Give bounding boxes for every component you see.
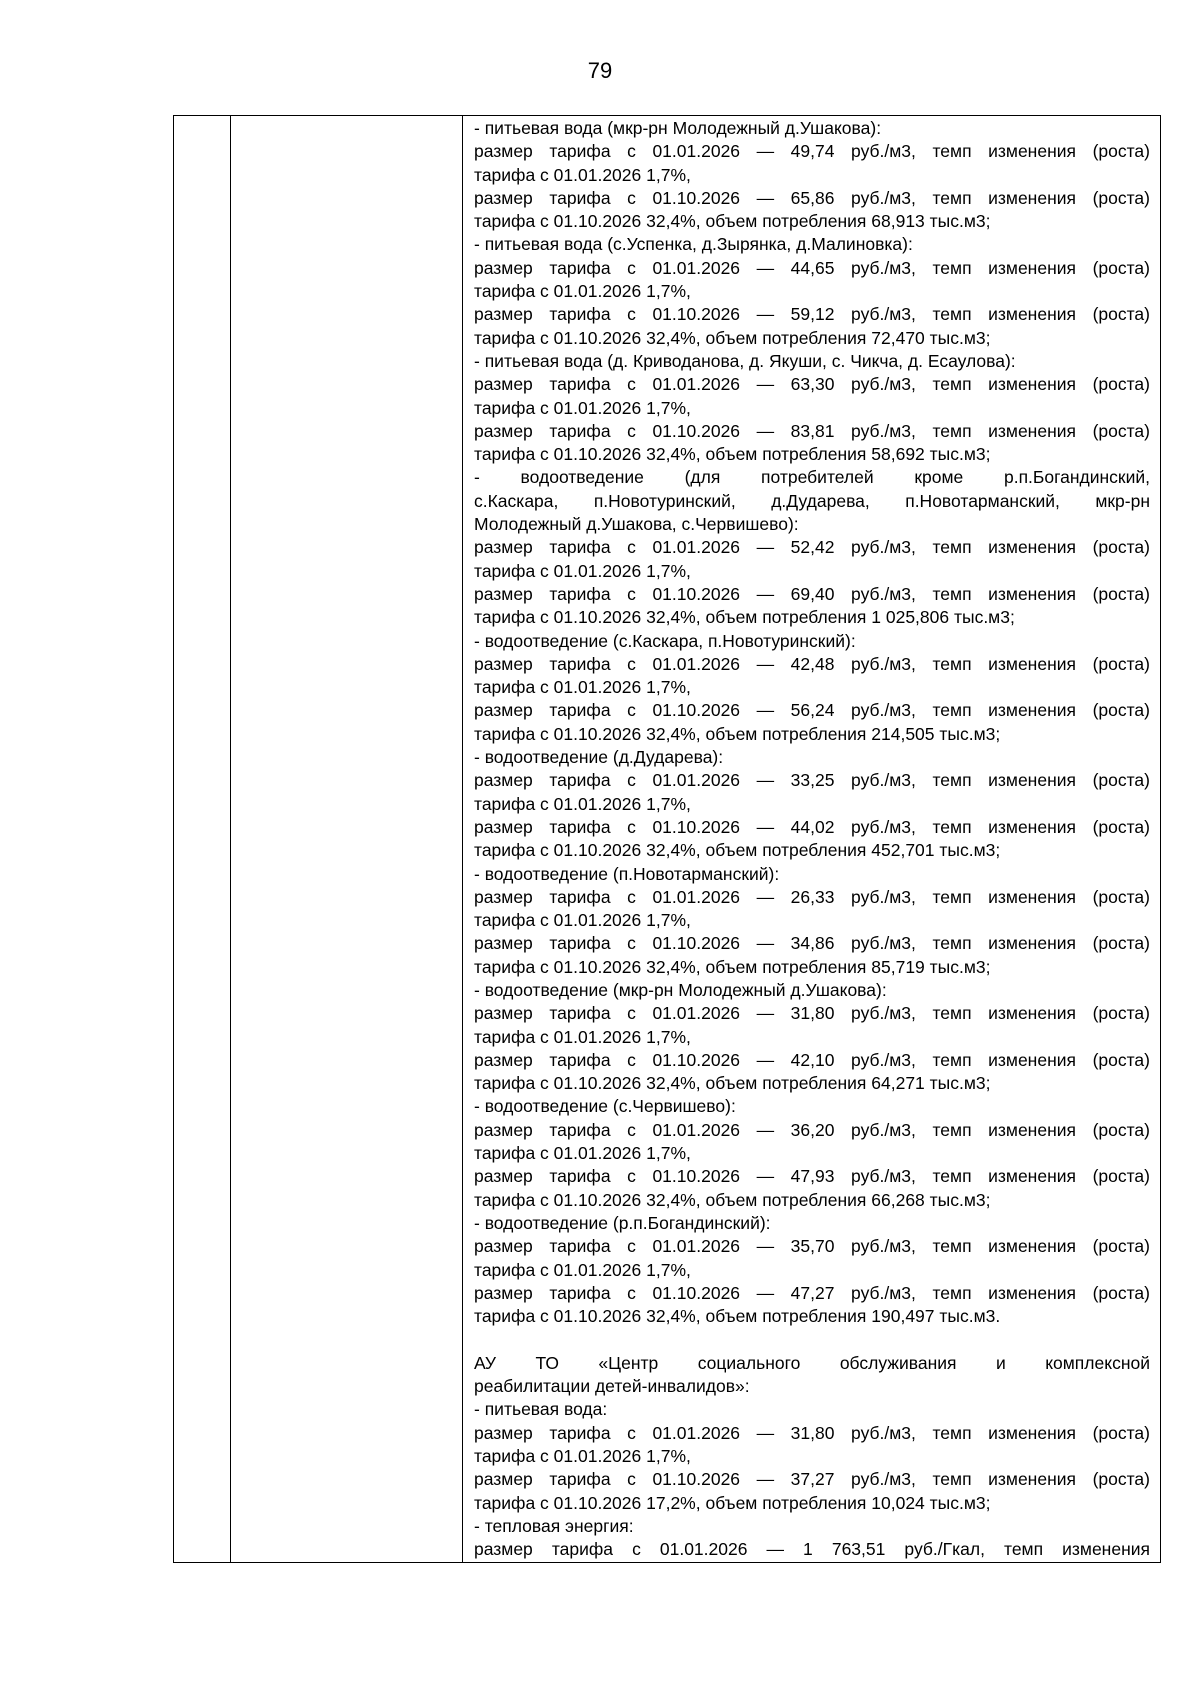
- text-line: АУ ТО «Центр социального обслуживания и комплексной: [474, 1352, 1150, 1373]
- text-line: тарифа с 01.01.2026 1,7%,: [474, 1026, 691, 1047]
- text-line: с.Каскара, п.Новотуринский, д.Дударева, п.Новотарманский, мкр-рн: [474, 490, 1150, 511]
- text-line: Молодежный д.Ушакова, с.Червишево):: [474, 514, 799, 535]
- text-line: - тепловая энергия:: [474, 1515, 634, 1536]
- text-line: тарифа с 01.01.2026 1,7%,: [474, 677, 691, 698]
- text-line: тарифа с 01.10.2026 32,4%, объем потребления 64,271 тыс.м3;: [474, 1073, 991, 1094]
- text-line: тарифа с 01.10.2026 32,4%, объем потребления 190,497 тыс.м3.: [474, 1306, 1001, 1327]
- text-line: размер тарифа с 01.10.2026 — 47,27 руб./м3, темп изменения (роста): [474, 1282, 1150, 1303]
- text-line: размер тарифа с 01.10.2026 — 65,86 руб./м3, темп изменения (роста): [474, 187, 1150, 208]
- text-line: размер тарифа с 01.01.2026 — 52,42 руб./м3, темп изменения (роста): [474, 537, 1150, 558]
- text-line: тарифа с 01.10.2026 32,4%, объем потребления 72,470 тыс.м3;: [474, 327, 991, 348]
- text-line: размер тарифа с 01.10.2026 — 69,40 руб./м3, темп изменения (роста): [474, 583, 1150, 604]
- text-line: тарифа с 01.10.2026 32,4%, объем потребления 85,719 тыс.м3;: [474, 956, 991, 977]
- text-line: размер тарифа с 01.10.2026 — 44,02 руб./м3, темп изменения (роста): [474, 816, 1150, 837]
- text-line: тарифа с 01.10.2026 32,4%, объем потребления 66,268 тыс.м3;: [474, 1189, 991, 1210]
- text-line: размер тарифа с 01.10.2026 — 34,86 руб./м3, темп изменения (роста): [474, 933, 1150, 954]
- text-line: размер тарифа с 01.01.2026 — 31,80 руб./м3, темп изменения (роста): [474, 1422, 1150, 1443]
- text-line: - водоотведение (мкр-рн Молодежный д.Ушакова):: [474, 979, 887, 1000]
- text-line: - питьевая вода (д. Криводанова, д. Якуши, с. Чикча, д. Есаулова):: [474, 350, 1016, 371]
- text-line: - водоотведение (р.п.Богандинский):: [474, 1212, 771, 1233]
- text-line: - водоотведение (с.Каскара, п.Новотуринский):: [474, 630, 856, 651]
- text-line: - водоотведение (п.Новотарманский):: [474, 863, 780, 884]
- text-line: тарифа с 01.01.2026 1,7%,: [474, 164, 691, 185]
- table-cell-number: [174, 116, 231, 1562]
- text-line: тарифа с 01.10.2026 32,4%, объем потребления 452,701 тыс.м3;: [474, 840, 1001, 861]
- text-line: тарифа с 01.10.2026 32,4%, объем потребления 68,913 тыс.м3;: [474, 211, 991, 232]
- text-line: - питьевая вода (с.Успенка, д.Зырянка, д.Малиновка):: [474, 234, 913, 255]
- text-line: тарифа с 01.01.2026 1,7%,: [474, 1259, 691, 1280]
- text-line: тарифа с 01.01.2026 1,7%,: [474, 560, 691, 581]
- tariff-table: [173, 115, 1161, 1563]
- text-line: размер тарифа с 01.01.2026 — 49,74 руб./м3, темп изменения (роста): [474, 141, 1150, 162]
- text-line: размер тарифа с 01.10.2026 — 42,10 руб./м3, темп изменения (роста): [474, 1049, 1150, 1070]
- text-line: размер тарифа с 01.01.2026 — 42,48 руб./м3, темп изменения (роста): [474, 653, 1150, 674]
- text-line: размер тарифа с 01.01.2026 — 63,30 руб./м3, темп изменения (роста): [474, 374, 1150, 395]
- text-line: - водоотведение (с.Червишево):: [474, 1096, 736, 1117]
- table-cell-tariff-text: [463, 116, 1160, 1562]
- page-number: 79: [587, 58, 613, 83]
- text-line: тарифа с 01.01.2026 1,7%,: [474, 281, 691, 302]
- text-line: размер тарифа с 01.01.2026 — 1 763,51 руб./Гкал, темп изменения: [474, 1539, 1150, 1560]
- text-line: размер тарифа с 01.01.2026 — 33,25 руб./м3, темп изменения (роста): [474, 770, 1150, 791]
- text-line: тарифа с 01.01.2026 1,7%,: [474, 397, 691, 418]
- text-line: размер тарифа с 01.01.2026 — 31,80 руб./м3, темп изменения (роста): [474, 1003, 1150, 1024]
- text-line: размер тарифа с 01.01.2026 — 26,33 руб./м3, темп изменения (роста): [474, 886, 1150, 907]
- text-line: размер тарифа с 01.01.2026 — 36,20 руб./м3, темп изменения (роста): [474, 1119, 1150, 1140]
- text-line: размер тарифа с 01.01.2026 — 44,65 руб./м3, темп изменения (роста): [474, 257, 1150, 278]
- text-line: тарифа с 01.01.2026 1,7%,: [474, 910, 691, 931]
- text-line: размер тарифа с 01.10.2026 — 47,93 руб./м3, темп изменения (роста): [474, 1166, 1150, 1187]
- text-line: тарифа с 01.01.2026 1,7%,: [474, 793, 691, 814]
- text-line: тарифа с 01.01.2026 1,7%,: [474, 1143, 691, 1164]
- blank-line: [474, 1328, 1150, 1351]
- text-line: тарифа с 01.10.2026 32,4%, объем потребления 58,692 тыс.м3;: [474, 444, 991, 465]
- text-line: - водоотведение (для потребителей кроме р.п.Богандинский,: [474, 467, 1150, 488]
- text-line: реабилитации детей-инвалидов»:: [474, 1376, 750, 1397]
- text-line: размер тарифа с 01.01.2026 — 35,70 руб./м3, темп изменения (роста): [474, 1236, 1150, 1257]
- text-line: - водоотведение (д.Дударева):: [474, 747, 724, 768]
- table-cell-organization: [231, 116, 463, 1562]
- text-line: тарифа с 01.01.2026 1,7%,: [474, 1445, 691, 1466]
- text-line: размер тарифа с 01.10.2026 — 59,12 руб./м3, темп изменения (роста): [474, 304, 1150, 325]
- text-line: тарифа с 01.10.2026 17,2%, объем потребления 10,024 тыс.м3;: [474, 1492, 991, 1513]
- text-line: размер тарифа с 01.10.2026 — 83,81 руб./м3, темп изменения (роста): [474, 420, 1150, 441]
- text-line: размер тарифа с 01.10.2026 — 56,24 руб./м3, темп изменения (роста): [474, 700, 1150, 721]
- text-line: размер тарифа с 01.10.2026 — 37,27 руб./м3, темп изменения (роста): [474, 1469, 1150, 1490]
- text-line: тарифа с 01.10.2026 32,4%, объем потребления 214,505 тыс.м3;: [474, 723, 1001, 744]
- text-line: - питьевая вода:: [474, 1399, 608, 1420]
- text-line: - питьевая вода (мкр-рн Молодежный д.Ушакова):: [474, 118, 882, 138]
- text-line: тарифа с 01.10.2026 32,4%, объем потребления 1 025,806 тыс.м3;: [474, 607, 1015, 628]
